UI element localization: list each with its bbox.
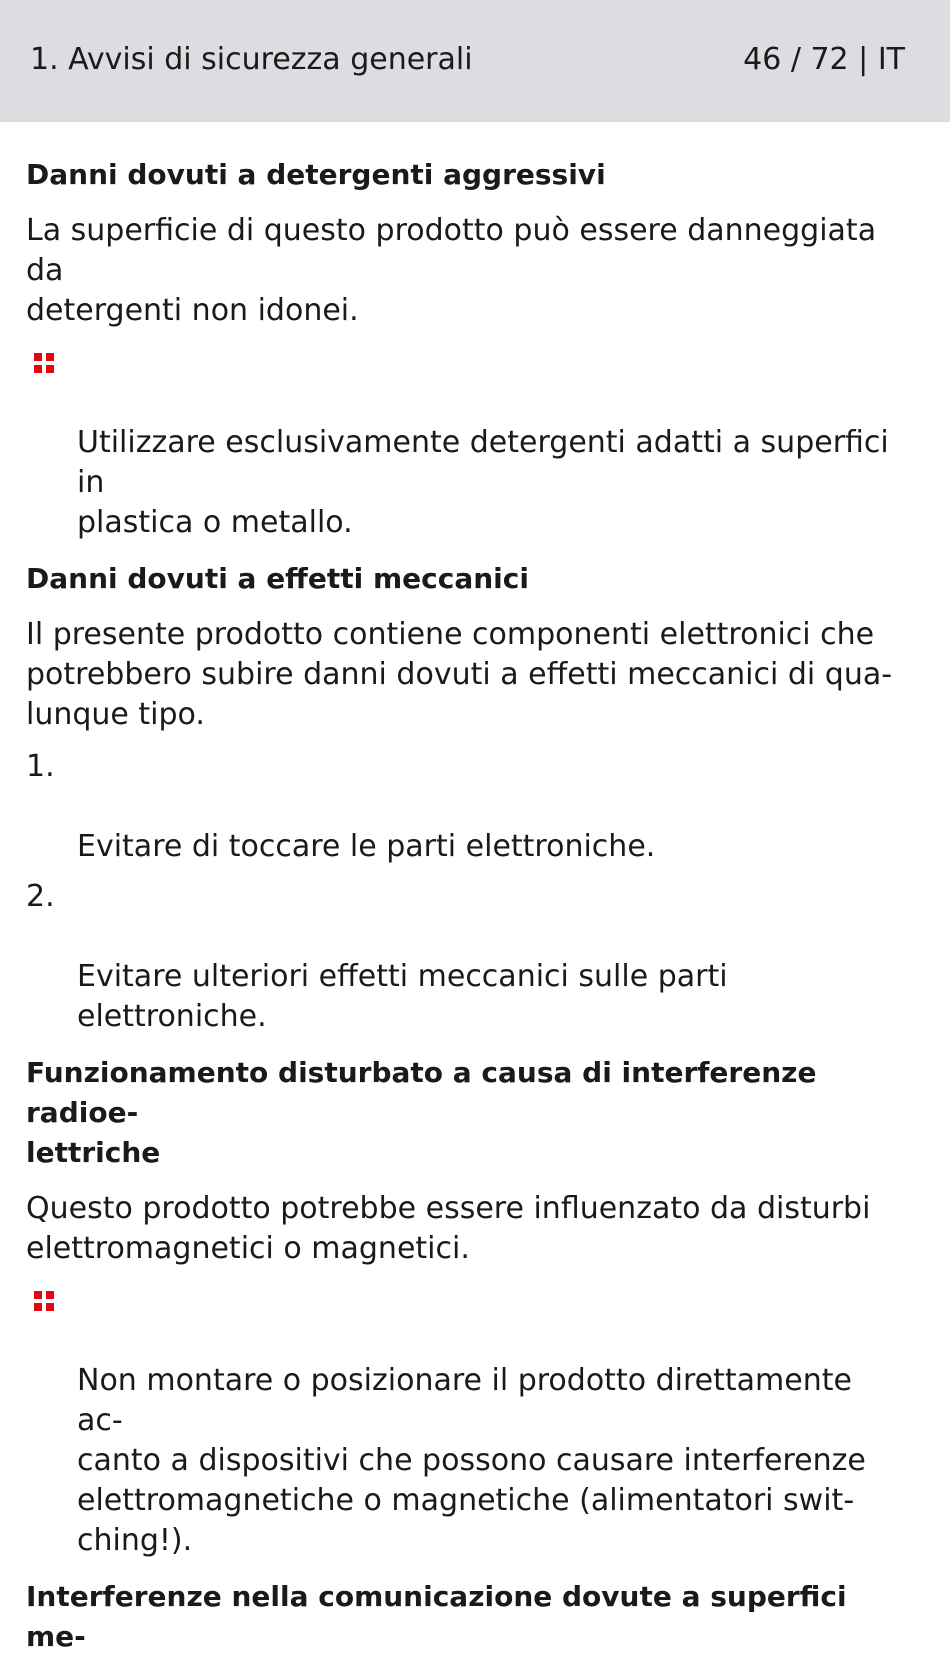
section-heading: Danni dovuti a detergenti aggressivi xyxy=(26,158,606,191)
step-number: 1. xyxy=(26,749,55,784)
step-text: Evitare ulteriori effetti meccanici sulle parti elettroniche. xyxy=(77,959,728,1034)
bullet-item xyxy=(26,343,906,543)
step-text: Evitare di toccare le parti elettroniche. xyxy=(77,829,656,864)
step-number: 2. xyxy=(26,879,55,914)
bullet-item xyxy=(26,1281,906,1561)
section-heading: Interferenze nella comunicazione dovute a superfici me- xyxy=(26,1580,847,1653)
red-square-grid-icon xyxy=(34,1291,54,1311)
page-indicator: 46 / 72 | IT xyxy=(743,42,905,77)
page-header xyxy=(0,0,950,122)
section-paragraph: Il presente prodotto contiene componenti elettronici che potrebbero subire danni dovuti a effetti meccanici di qua- lunque tipo. xyxy=(26,617,893,732)
section-heading: Danni dovuti a effetti meccanici xyxy=(26,562,529,595)
bullet-text: Utilizzare esclusivamente detergenti adatti a superfici in plastica o metallo. xyxy=(77,425,889,540)
document-body xyxy=(26,155,906,1673)
numbered-item xyxy=(26,747,906,867)
section-heading: Funzionamento disturbato a causa di interferenze radioe- lettriche xyxy=(26,1056,817,1169)
section-paragraph: La superficie di questo prodotto può essere danneggiata da detergenti non idonei. xyxy=(26,213,877,328)
bullet-text: Non montare o posizionare il prodotto direttamente ac- canto a dispositivi che possono causare interferenze elettromagnetiche o magnetiche (alimentatori swit- ching!). xyxy=(77,1363,866,1558)
section-paragraph: Questo prodotto potrebbe essere influenzato da disturbi elettromagnetici o magnetici. xyxy=(26,1191,871,1266)
numbered-item xyxy=(26,877,906,1037)
chapter-title: 1. Avvisi di sicurezza generali xyxy=(30,42,473,77)
red-square-grid-icon xyxy=(34,353,54,373)
